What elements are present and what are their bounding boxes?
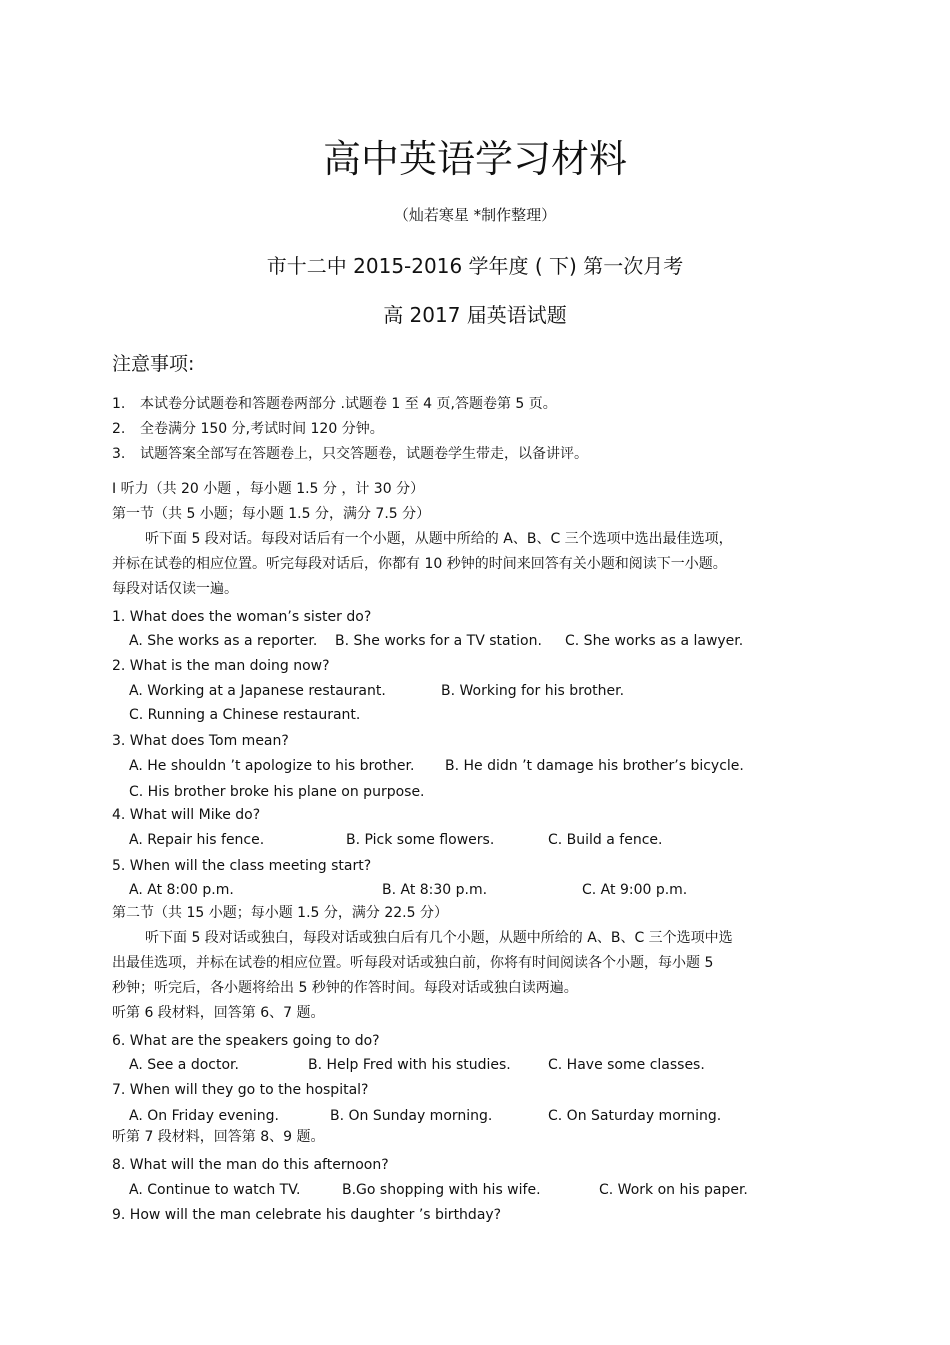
section1-instructions-line: 并标在试卷的相应位置。听完每段对话后，你都有 10 秒钟的时间来回答有关小题和阅读下一小题。	[112, 556, 727, 572]
question-stem: 4. What will Mike do?	[112, 807, 261, 823]
option-b: B. She works for a TV station.	[335, 633, 542, 649]
notice-item-text: 本试卷分试题卷和答题卷两部分 .试题卷 1 至 4 页,答题卷第 5 页。	[140, 396, 557, 412]
section1-heading: 第一节（共 5 小题；每小题 1.5 分，满分 7.5 分）	[112, 506, 431, 522]
question-stem: 3. What does Tom mean?	[112, 733, 289, 749]
document-subtitle: （灿若寒星 *制作整理）	[393, 206, 557, 224]
option-b: B. Pick some flowers.	[346, 832, 495, 848]
notice-heading: 注意事项:	[112, 353, 195, 375]
question-stem: 9. How will the man celebrate his daughter ’s birthday?	[112, 1207, 502, 1223]
option-a: A. Working at a Japanese restaurant.	[129, 683, 386, 699]
material-intro: 听第 7 段材料，回答第 8、9 题。	[112, 1129, 325, 1145]
option-c: C. At 9:00 p.m.	[582, 882, 688, 898]
notice-item-number: 2.	[112, 421, 126, 437]
section1-instructions-line: 每段对话仅读一遍。	[112, 581, 238, 597]
notice-item-number: 1.	[112, 396, 126, 412]
question-stem: 8. What will the man do this afternoon?	[112, 1157, 389, 1173]
question-stem: 2. What is the man doing now?	[112, 658, 330, 674]
section2-instructions-line: 出最佳选项，并标在试卷的相应位置。听每段对话或独白前，你将有时间阅读各个小题，每小题 5	[112, 955, 714, 971]
option-a: A. At 8:00 p.m.	[129, 882, 234, 898]
part1-heading: Ⅰ 听力（共 20 小题 ，每小题 1.5 分 ，计 30 分）	[112, 481, 425, 497]
section2-instructions-line: 秒钟；听完后，各小题将给出 5 秒钟的作答时间。每段对话或独白读两遍。	[112, 980, 578, 996]
question-stem: 7. When will they go to the hospital?	[112, 1082, 369, 1098]
question-stem: 6. What are the speakers going to do?	[112, 1033, 380, 1049]
material-intro: 听第 6 段材料，回答第 6、7 题。	[112, 1005, 325, 1021]
option-a: A. On Friday evening.	[129, 1108, 279, 1124]
option-b: B. On Sunday morning.	[330, 1108, 493, 1124]
option-c: C. Running a Chinese restaurant.	[129, 707, 361, 723]
option-a: A. She works as a reporter.	[129, 633, 318, 649]
section2-instructions-line: 听下面 5 段对话或独白，每段对话或独白后有几个小题，从题中所给的 A、B、C 三个选项中选	[145, 930, 733, 946]
notice-item-text: 试题答案全部写在答题卷上，只交答题卷，试题卷学生带走，以备讲评。	[140, 446, 588, 462]
option-b: B. He didn ’t damage his brother’s bicycle.	[445, 758, 744, 774]
option-c: C. Have some classes.	[548, 1057, 705, 1073]
notice-item	[112, 420, 384, 438]
option-a: A. He shouldn ’t apologize to his brother.	[129, 758, 415, 774]
question-stem: 1. What does the woman’s sister do?	[112, 609, 372, 625]
document-title: 高中英语学习材料	[322, 137, 627, 181]
option-c: C. His brother broke his plane on purpose.	[129, 784, 425, 800]
notice-item	[112, 395, 557, 413]
notice-item-text: 全卷满分 150 分,考试时间 120 分钟。	[140, 421, 384, 437]
notice-item	[112, 445, 588, 463]
section2-heading: 第二节（共 15 小题；每小题 1.5 分，满分 22.5 分）	[112, 905, 448, 921]
option-c: C. She works as a lawyer.	[565, 633, 744, 649]
option-a: A. Continue to watch TV.	[129, 1182, 301, 1198]
option-a: A. See a doctor.	[129, 1057, 239, 1073]
notice-item-number: 3.	[112, 446, 126, 462]
option-b: B. At 8:30 p.m.	[382, 882, 488, 898]
question-stem: 5. When will the class meeting start?	[112, 858, 372, 874]
option-b: B. Help Fred with his studies.	[308, 1057, 511, 1073]
option-b: B.Go shopping with his wife.	[342, 1182, 541, 1198]
option-c: C. Work on his paper.	[599, 1182, 748, 1198]
option-a: A. Repair his fence.	[129, 832, 265, 848]
exam-line: 市十二中 2015-2016 学年度 ( 下) 第一次月考	[266, 254, 684, 278]
exam-title: 高 2017 届英语试题	[383, 303, 567, 327]
option-c: C. On Saturday morning.	[548, 1108, 722, 1124]
option-b: B. Working for his brother.	[441, 683, 625, 699]
option-c: C. Build a fence.	[548, 832, 663, 848]
section1-instructions-line: 听下面 5 段对话。每段对话后有一个小题，从题中所给的 A、B、C 三个选项中选出最佳选项，	[145, 531, 733, 547]
